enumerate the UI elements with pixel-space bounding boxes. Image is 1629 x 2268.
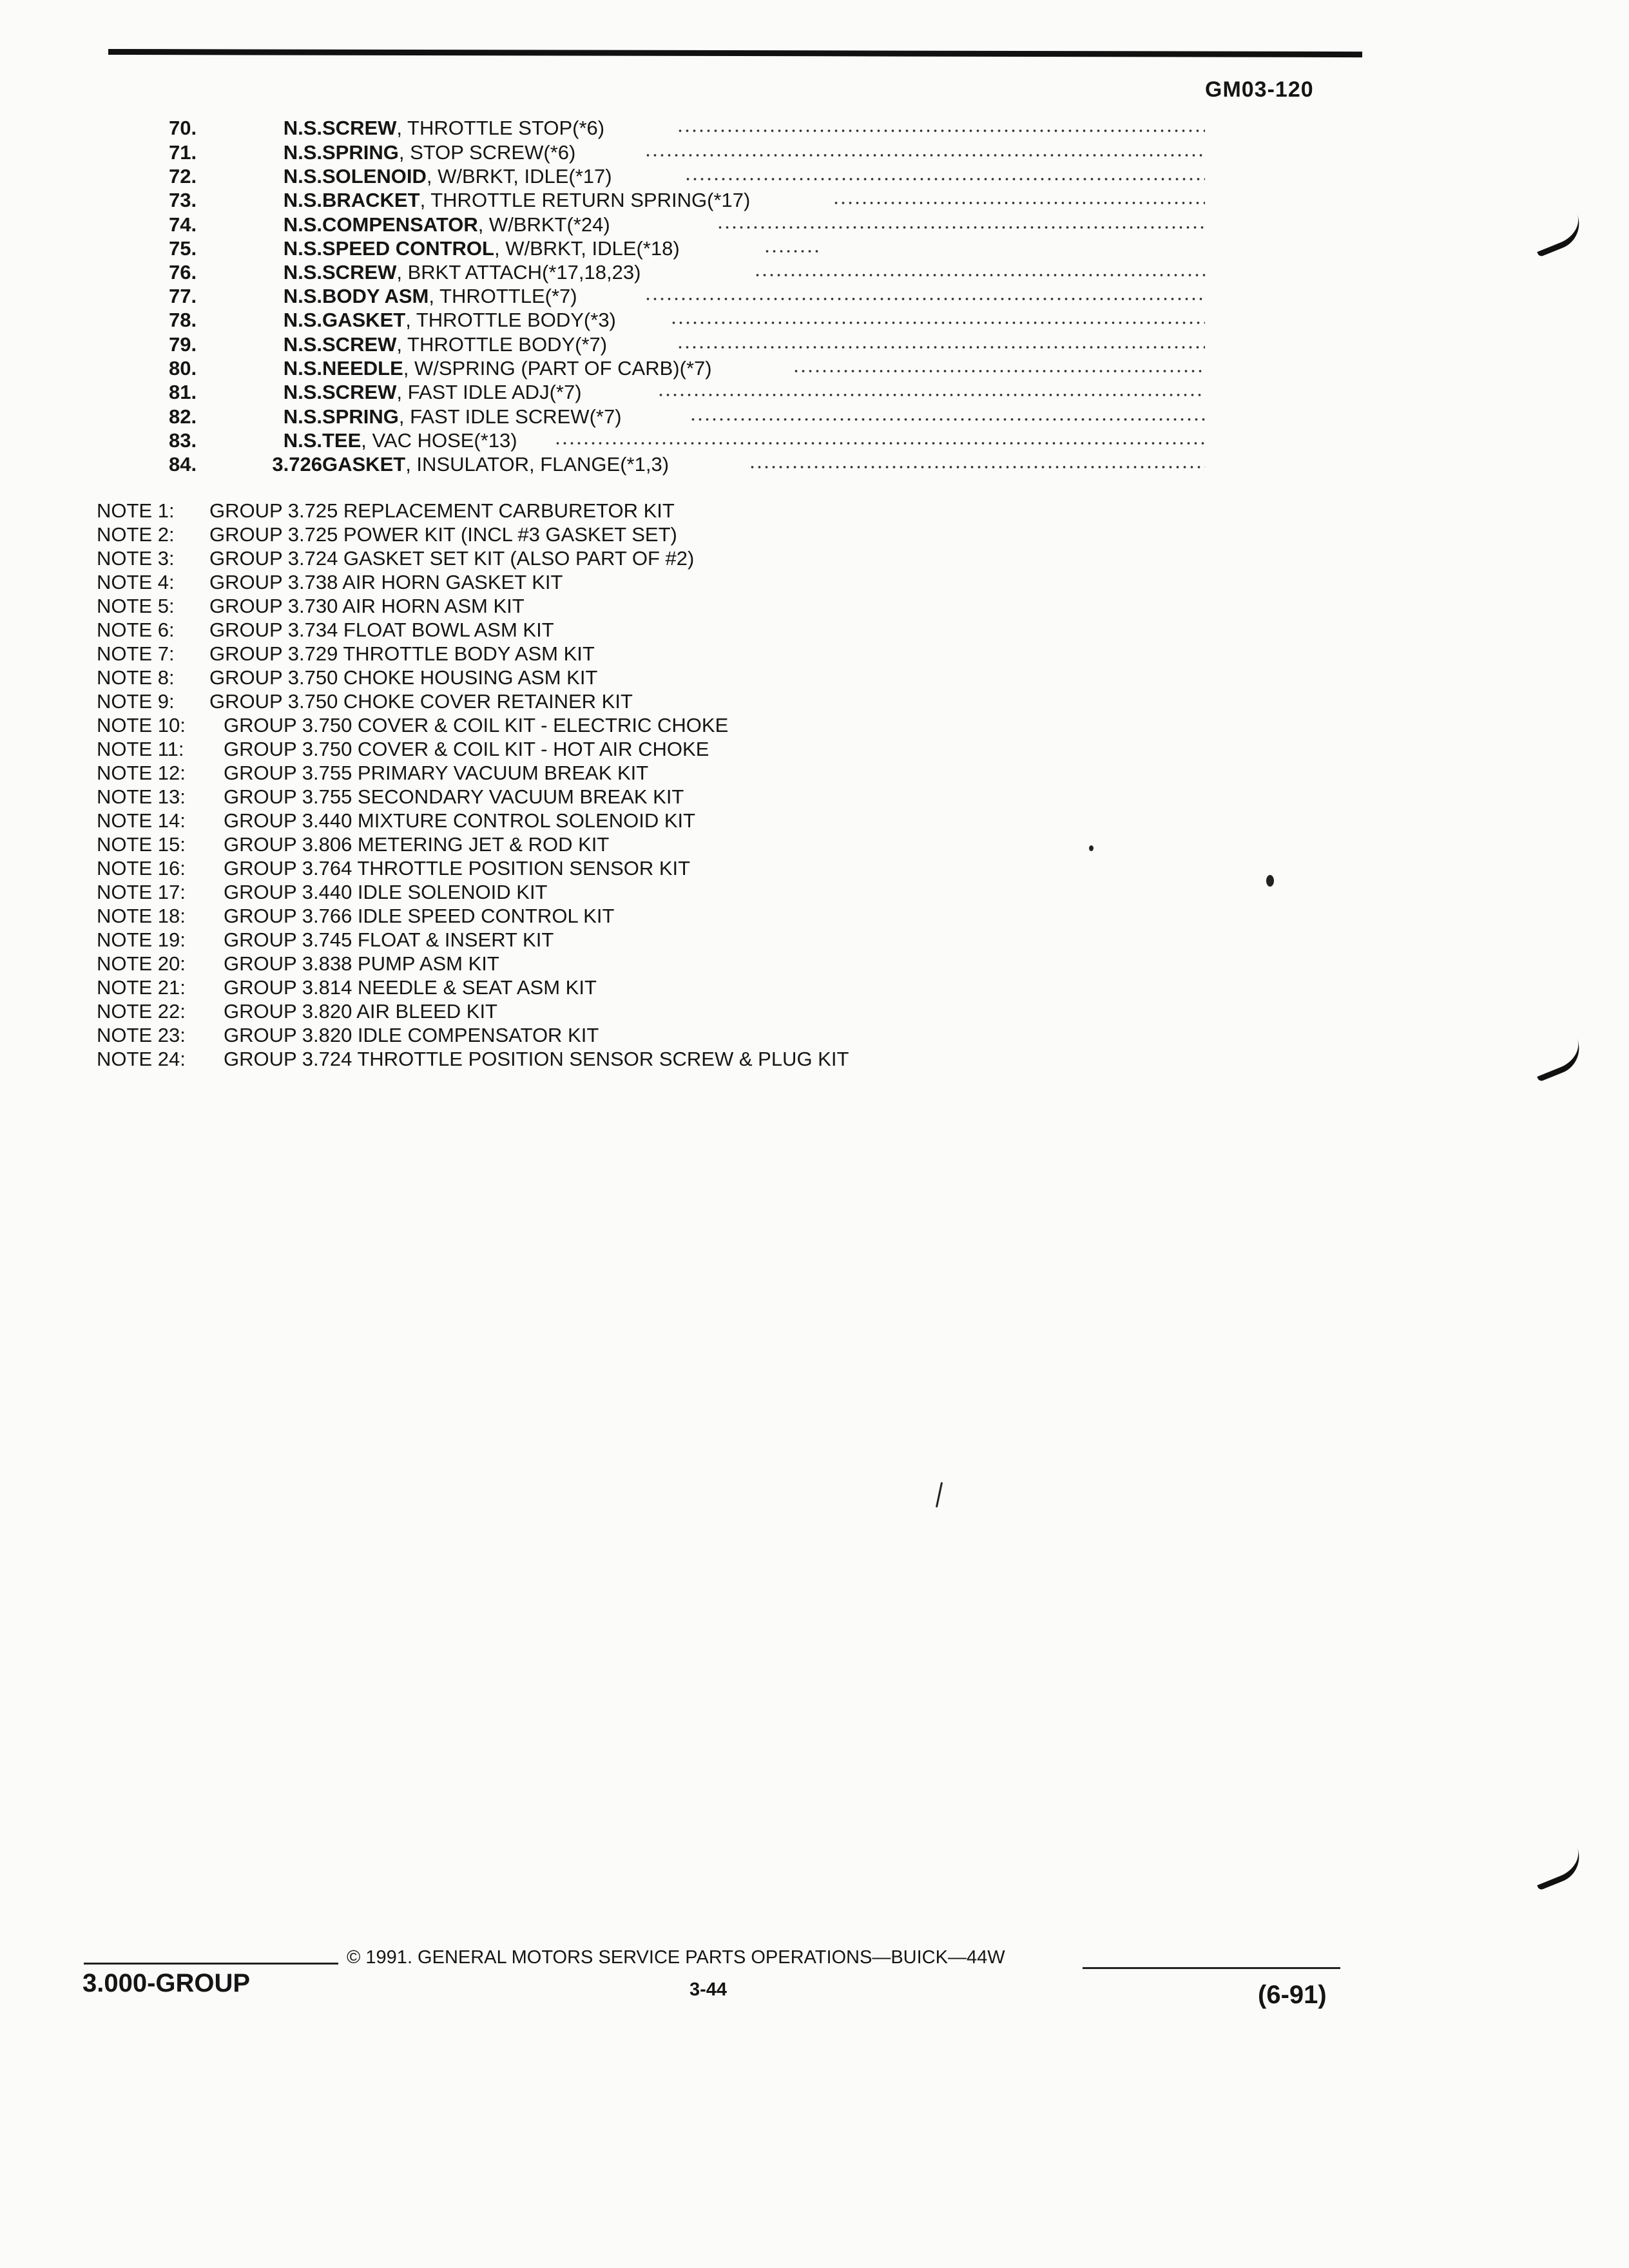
leader-dots	[749, 465, 1205, 469]
binder-hole-mark	[1529, 214, 1587, 258]
part-detail: , BRKT ATTACH(*17,18,23)	[396, 261, 641, 284]
part-description	[322, 164, 612, 189]
part-description	[322, 260, 641, 285]
part-number: 75.	[169, 237, 197, 260]
note-label: NOTE 3:	[97, 547, 175, 570]
note-label: NOTE 14:	[97, 809, 186, 832]
footer-rule	[1083, 1967, 1340, 1969]
note-label: NOTE 16:	[97, 857, 186, 879]
part-number: 82.	[169, 405, 197, 428]
note-text: GROUP 3.750 CHOKE HOUSING ASM KIT	[209, 666, 598, 689]
note-text: GROUP 3.440 IDLE SOLENOID KIT	[224, 881, 548, 903]
part-name: BRACKET	[322, 189, 420, 211]
note-label: NOTE 6:	[97, 619, 175, 641]
leader-dots	[684, 177, 1205, 181]
part-code: N.S.	[283, 309, 322, 331]
part-name: COMPENSATOR	[322, 213, 478, 236]
note-label: NOTE 13:	[97, 785, 186, 808]
part-description	[322, 308, 616, 332]
part-code: 3.726	[272, 453, 322, 476]
ink-speck	[1089, 845, 1094, 851]
part-name: SPEED CONTROL	[322, 237, 494, 260]
leader-dots	[717, 226, 1205, 229]
part-detail: , W/BRKT, IDLE(*17)	[426, 165, 612, 187]
note-text: GROUP 3.729 THROTTLE BODY ASM KIT	[209, 642, 595, 665]
note-label: NOTE 23:	[97, 1024, 186, 1046]
part-detail: , VAC HOSE(*13)	[361, 429, 517, 452]
note-label: NOTE 1:	[97, 499, 175, 522]
note-label: NOTE 5:	[97, 595, 175, 617]
note-label: NOTE 15:	[97, 833, 186, 856]
note-text: GROUP 3.734 FLOAT BOWL ASM KIT	[209, 619, 554, 641]
part-number: 70.	[169, 117, 197, 139]
part-description	[322, 140, 575, 165]
part-code: N.S.	[283, 117, 322, 139]
note-text: GROUP 3.820 AIR BLEED KIT	[224, 1000, 497, 1023]
note-label: NOTE 2:	[97, 523, 175, 546]
note-text: GROUP 3.750 COVER & COIL KIT - ELECTRIC CHOKE	[224, 714, 729, 736]
note-label: NOTE 9:	[97, 690, 175, 713]
part-name: SCREW	[322, 117, 397, 139]
part-code: N.S.	[283, 381, 322, 403]
leader-dots	[554, 441, 1205, 445]
part-description	[322, 188, 750, 213]
part-description	[322, 356, 712, 381]
note-label: NOTE 19:	[97, 928, 186, 951]
page-number: 3-44	[689, 1979, 728, 2000]
copyright-line: © 1991. GENERAL MOTORS SERVICE PARTS OPERATIONS—BUICK—44W	[347, 1947, 1005, 1968]
part-code: N.S.	[283, 333, 322, 356]
note-text: GROUP 3.725 POWER KIT (INCL #3 GASKET SET)	[209, 523, 677, 546]
note-label: NOTE 21:	[97, 976, 186, 999]
leader-dots	[793, 369, 1205, 373]
note-text: GROUP 3.730 AIR HORN ASM KIT	[209, 595, 525, 617]
part-description	[322, 405, 622, 429]
note-text: GROUP 3.750 CHOKE COVER RETAINER KIT	[209, 690, 633, 713]
part-name: NEEDLE	[322, 357, 403, 380]
note-label: NOTE 11:	[97, 738, 184, 760]
part-code: N.S.	[283, 285, 322, 307]
part-detail: , W/BRKT, IDLE(*18)	[494, 237, 680, 260]
group-label: 3.000-GROUP	[82, 1969, 251, 1997]
note-text: GROUP 3.766 IDLE SPEED CONTROL KIT	[224, 905, 615, 927]
leader-dots	[670, 321, 1205, 325]
leader-dots	[677, 129, 1205, 133]
revision-date: (6-91)	[1258, 1981, 1327, 2009]
part-description	[322, 284, 577, 309]
note-label: NOTE 8:	[97, 666, 175, 689]
part-number: 72.	[169, 165, 197, 187]
part-detail: , THROTTLE RETURN SPRING(*17)	[419, 189, 751, 211]
leader-dots	[754, 273, 1205, 277]
note-label: NOTE 10:	[97, 714, 186, 736]
part-detail: , W/SPRING (PART OF CARB)(*7)	[403, 357, 712, 380]
part-description	[322, 236, 680, 261]
part-number: 80.	[169, 357, 197, 380]
part-name: SCREW	[322, 381, 397, 403]
ink-speck	[936, 1482, 943, 1508]
note-label: NOTE 18:	[97, 905, 186, 927]
note-label: NOTE 7:	[97, 642, 175, 665]
part-detail: , THROTTLE BODY(*7)	[396, 333, 608, 356]
part-code: N.S.	[283, 357, 322, 380]
part-code: N.S.	[283, 141, 322, 164]
part-number: 76.	[169, 261, 197, 284]
part-detail: , W/BRKT(*24)	[477, 213, 610, 236]
part-detail: , FAST IDLE SCREW(*7)	[398, 405, 622, 428]
note-label: NOTE 12:	[97, 762, 186, 784]
part-number: 77.	[169, 285, 197, 307]
leader-dots	[677, 345, 1205, 349]
note-text: GROUP 3.724 GASKET SET KIT (ALSO PART OF #2)	[209, 547, 695, 570]
note-text: GROUP 3.440 MIXTURE CONTROL SOLENOID KIT	[224, 809, 696, 832]
part-code: N.S.	[283, 237, 322, 260]
binder-hole-mark	[1529, 1847, 1587, 1891]
part-code: N.S.	[283, 261, 322, 284]
part-name: SOLENOID	[322, 165, 427, 187]
top-rule	[108, 49, 1362, 57]
part-code: N.S.	[283, 189, 322, 211]
footer-rule	[84, 1963, 338, 1965]
part-description	[322, 380, 582, 405]
part-detail: , INSULATOR, FLANGE(*1,3)	[405, 453, 670, 476]
leader-dots	[689, 418, 1205, 421]
part-detail: , THROTTLE STOP(*6)	[396, 117, 605, 139]
note-text: GROUP 3.764 THROTTLE POSITION SENSOR KIT	[224, 857, 691, 879]
note-text: GROUP 3.738 AIR HORN GASKET KIT	[209, 571, 563, 593]
part-name: GASKET	[322, 453, 406, 476]
note-text: GROUP 3.838 PUMP ASM KIT	[224, 952, 499, 975]
part-detail: , FAST IDLE ADJ(*7)	[396, 381, 582, 403]
note-text: GROUP 3.750 COVER & COIL KIT - HOT AIR CHOKE	[224, 738, 709, 760]
part-name: SPRING	[322, 405, 399, 428]
part-description	[322, 116, 604, 140]
part-description	[322, 213, 610, 237]
leader-dots	[644, 153, 1205, 157]
leader-dots	[833, 201, 1205, 205]
page-code: GM03-120	[1205, 77, 1314, 102]
note-text: GROUP 3.755 SECONDARY VACUUM BREAK KIT	[224, 785, 684, 808]
note-label: NOTE 17:	[97, 881, 186, 903]
note-text: GROUP 3.745 FLOAT & INSERT KIT	[224, 928, 554, 951]
part-number: 83.	[169, 429, 197, 452]
note-text: GROUP 3.814 NEEDLE & SEAT ASM KIT	[224, 976, 597, 999]
part-detail: , THROTTLE BODY(*3)	[405, 309, 616, 331]
note-label: NOTE 4:	[97, 571, 175, 593]
part-name: BODY ASM	[322, 285, 429, 307]
part-name: TEE	[322, 429, 361, 452]
note-label: NOTE 22:	[97, 1000, 186, 1023]
part-detail: , THROTTLE(*7)	[429, 285, 577, 307]
leader-dots	[764, 249, 818, 253]
note-label: NOTE 24:	[97, 1048, 186, 1070]
leader-dots	[644, 297, 1205, 301]
note-text: GROUP 3.755 PRIMARY VACUUM BREAK KIT	[224, 762, 649, 784]
note-text: GROUP 3.806 METERING JET & ROD KIT	[224, 833, 610, 856]
part-description	[322, 428, 517, 453]
note-label: NOTE 20:	[97, 952, 186, 975]
part-code: N.S.	[283, 429, 322, 452]
part-number: 79.	[169, 333, 197, 356]
ink-speck	[1266, 875, 1274, 887]
part-code: N.S.	[283, 213, 322, 236]
part-name: GASKET	[322, 309, 406, 331]
part-name: SCREW	[322, 261, 397, 284]
part-description	[322, 332, 607, 357]
part-name: SCREW	[322, 333, 397, 356]
leader-dots	[657, 393, 1205, 397]
part-number: 74.	[169, 213, 197, 236]
part-number: 78.	[169, 309, 197, 331]
note-text: GROUP 3.820 IDLE COMPENSATOR KIT	[224, 1024, 599, 1046]
part-code: N.S.	[283, 405, 322, 428]
note-text: GROUP 3.725 REPLACEMENT CARBURETOR KIT	[209, 499, 675, 522]
part-number: 73.	[169, 189, 197, 211]
part-name: SPRING	[322, 141, 399, 164]
binder-hole-mark	[1529, 1039, 1587, 1082]
part-description	[322, 452, 669, 477]
part-detail: , STOP SCREW(*6)	[398, 141, 576, 164]
part-code: N.S.	[283, 165, 322, 187]
part-number: 71.	[169, 141, 197, 164]
part-number: 81.	[169, 381, 197, 403]
part-number: 84.	[169, 453, 197, 476]
note-text: GROUP 3.724 THROTTLE POSITION SENSOR SCREW & PLUG KIT	[224, 1048, 849, 1070]
